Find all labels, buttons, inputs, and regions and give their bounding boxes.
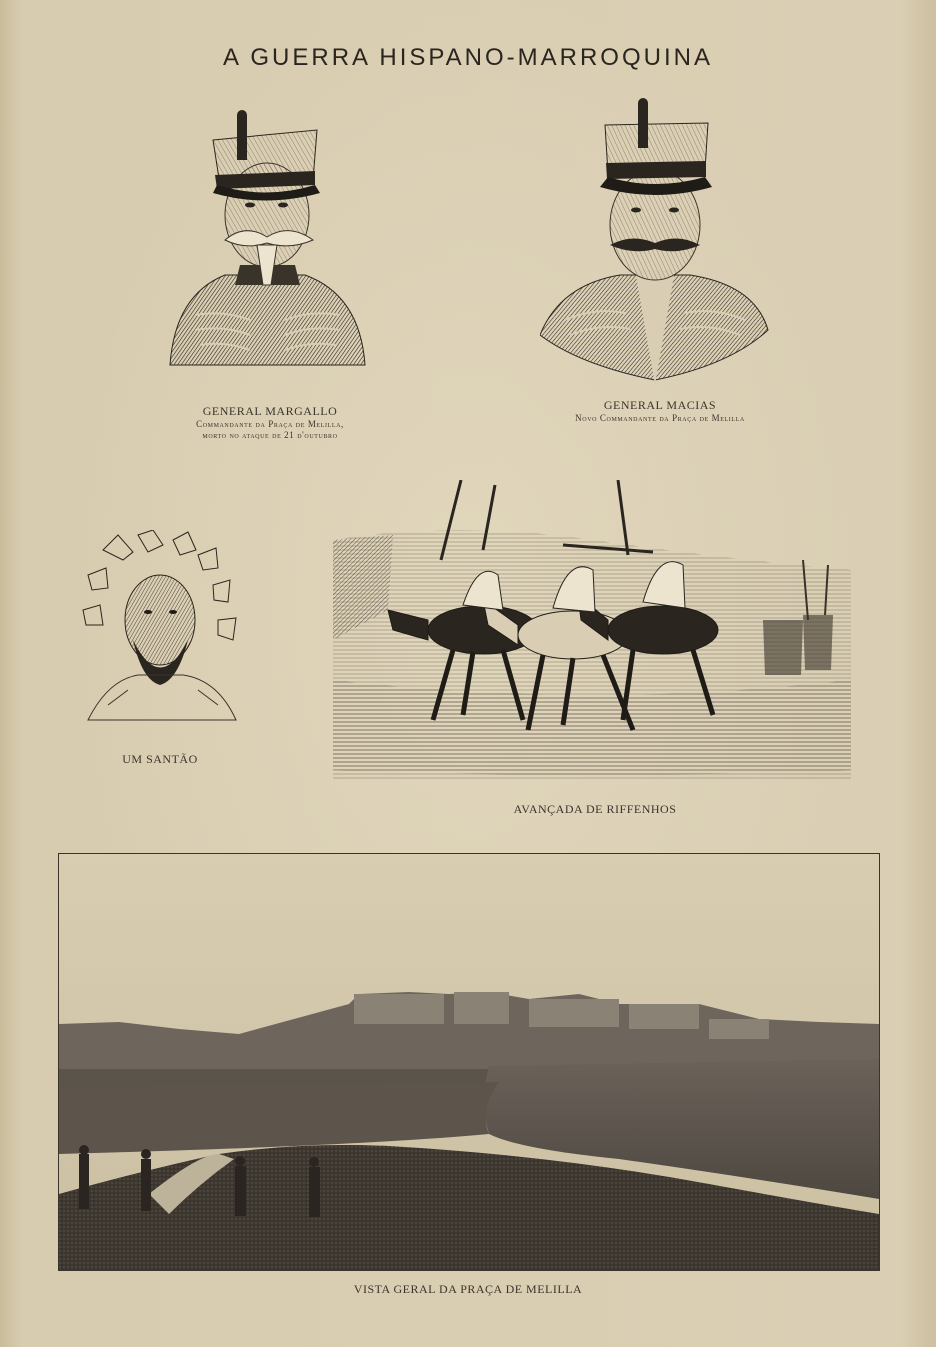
caption-santao: UM SANTÃO — [122, 752, 198, 766]
page-title: A GUERRA HISPANO-MARROQUINA — [223, 44, 713, 71]
santao-engraving — [78, 530, 243, 725]
caption-macias-name: GENERAL MACIAS — [603, 398, 717, 412]
caption-margallo-line-2: morto no ataque de 21 d'outubro — [202, 430, 338, 440]
melilla-panorama-photo — [58, 853, 880, 1271]
caption-panorama: VISTA GERAL DA PRAÇA DE MELILLA — [353, 1282, 583, 1296]
caption-margallo-name: GENERAL MARGALLO — [202, 404, 338, 418]
cavalry-engraving — [333, 480, 851, 780]
portrait-margallo-engraving — [165, 105, 370, 395]
caption-macias-line-1: Novo Commandante da Praça de Melilla — [575, 413, 745, 423]
melilla-panorama-image — [59, 854, 879, 1270]
caption-cavalry: AVANÇADA DE RIFFENHOS — [513, 802, 677, 816]
caption-margallo-line-1: Commandante da Praça de Melilla, — [196, 419, 344, 429]
portrait-macias-engraving — [540, 95, 770, 385]
caption-macias — [510, 398, 810, 424]
caption-margallo — [150, 404, 390, 441]
